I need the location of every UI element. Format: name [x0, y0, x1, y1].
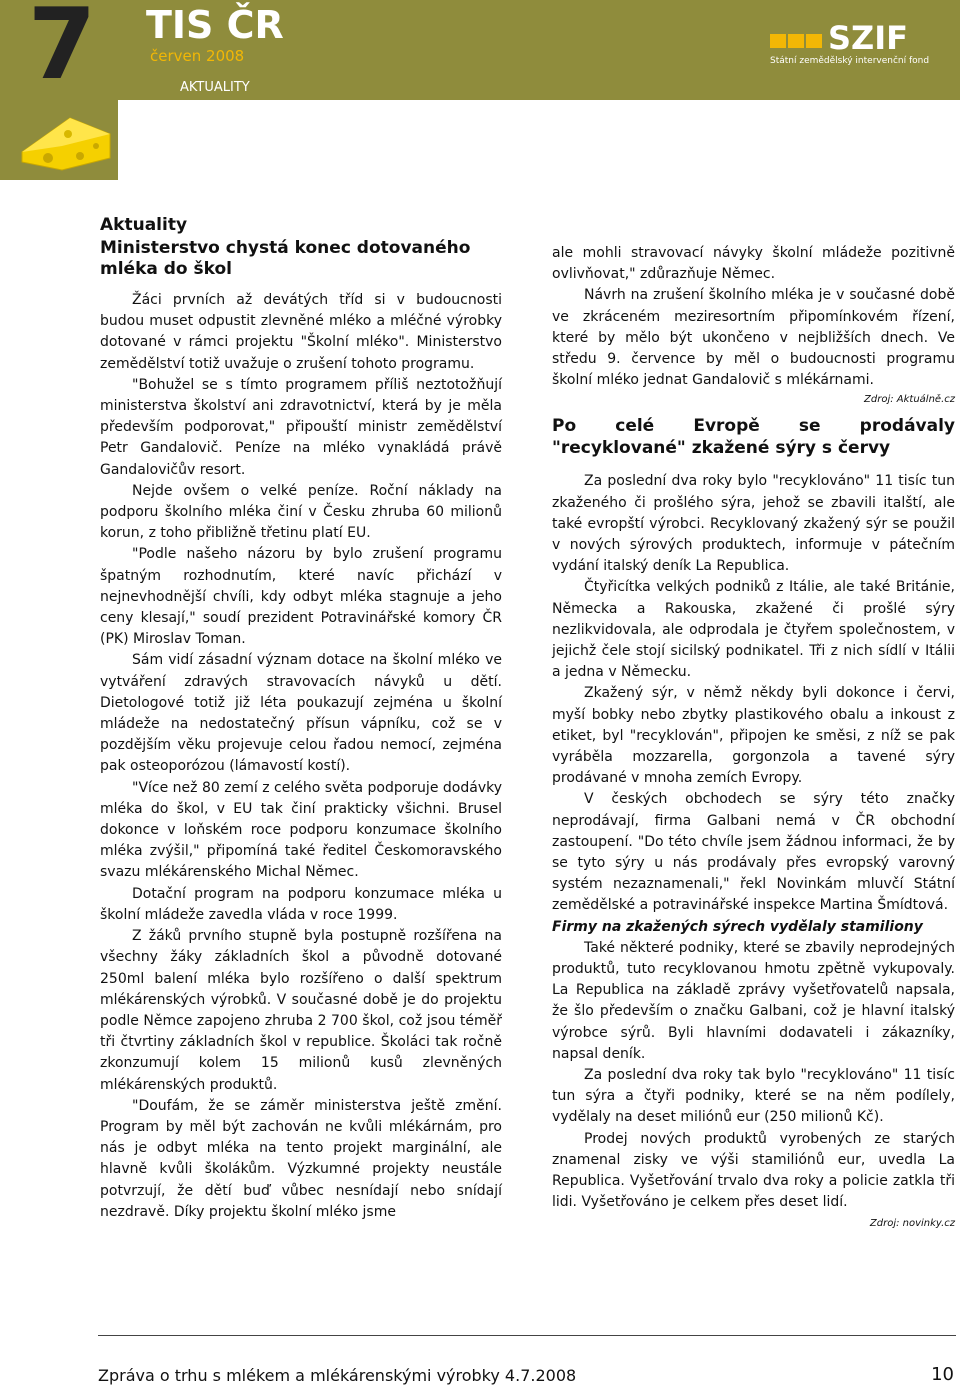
paragraph: Z žáků prvního stupně byla postupně rozšířena na všechny žáky základních škol a původně dotované 250ml balení mléka bylo rozšířeno o další spektrum mlékárenských výrobků. V současné době je do projektu podle Němce zapojeno zhruba 2 700 škol, což jsou téměř tři čtvrtiny základních škol v republice. Školáci tak ročně zkonzumují kolem 15 milionů kusů zlevněných mlékárenských produktů.: [100, 928, 502, 1093]
brand-title: TIS ČR: [146, 3, 284, 47]
paragraph: Dotační program na podporu konzumace mléka u školní mládeže zavedla vláda v roce 1999.: [100, 885, 502, 923]
paragraph: Za poslední dva roky tak bylo "recyklováno" 11 tisíc tun sýra a čtyři podniky, které se na něm podílely, vydělaly na deset miliónů eur (250 milionů Kč).: [552, 1066, 955, 1126]
paragraph: Zkažený sýr, v němž někdy byli dokonce i červi, myší bobky nebo zbytky plastikového obalu a inkoust z etiket, byl "recyklován", připojen ke směsi, z níž se pak vyráběla mozzarella, gorgonzola a tavené sýry prodávané v mnoha zemích Evropy.: [552, 685, 955, 787]
issue-number: 7: [28, 0, 93, 102]
szif-logo-text: SZIF: [828, 19, 909, 57]
paragraph: "Bohužel se s tímto programem příliš neztotožňují ministerstva školství ani zdravotnictví, která by je měla především podporovat," připouští ministr zemědělství Petr Gandalovič. Peníze na mléko vynakládá právě Gandalovičův resort.: [100, 376, 502, 478]
cheese-icon: [18, 112, 114, 172]
subheading: Firmy na zkažených sýrech vydělaly stamiliony: [552, 918, 923, 935]
page-number: 10: [931, 1364, 954, 1385]
page-header: [0, 0, 960, 180]
paragraph: "Podle našeho názoru by bylo zrušení programu špatným rozhodnutím, které navíc přichází v nejnevhodnější chvíli, kdy odbyt mléka stagnuje a jeho ceny klesají," soudí prezident Potravinářské komory ČR (PK) Miroslav Toman.: [100, 546, 502, 648]
szif-logo: [768, 19, 953, 72]
paragraph: "Doufám, že se záměr ministerstva ještě změní. Program by měl být zachován ne kvůli mlékárnám, pro nás je odbyt mléka na tento projekt marginální, ale hlavně kvůli školákům. Výzkumné projekty neustále potvrzují, že dětí buď vůbec nesnídají nebo snídají nezdravě. Díky projektu školní mléko jsme: [100, 1097, 502, 1220]
article-title: Po celé Evropě se prodávaly "recyklované" zkažené sýry s červy: [552, 416, 955, 459]
left-column: [100, 214, 502, 1223]
paragraph: Žáci prvních až devátých tříd si v budoucnosti budou muset odpustit zlevněné mléko a mléčné výrobky dotované v rámci projektu "Školní mléko". Ministerstvo zemědělství totiž uvažuje o zrušení tohoto programu.: [100, 292, 502, 372]
article-title: Ministerstvo chystá konec dotovaného mléka do škol: [100, 238, 471, 279]
paragraph: Prodej nových produktů vyrobených ze starých znamenal zisky ve výši stamiliónů eur, uvedla La Republica. Vyšetřování trvalo dva roky a policie zatkla tři lidi. Vyšetřováno je celkem přes deset lidí.: [552, 1130, 955, 1211]
source-credit: Zdroj: novinky.cz: [869, 1218, 955, 1230]
footer-divider: [98, 1335, 956, 1336]
paragraph: Také některé podniky, které se zbavily neprodejných produktů, tuto recyklovanou hmotu zpětně vykupovaly. La Republica na základě zprávy vyšetřovatelů napsala, že šlo především o značku Galbani, což je hlavní italský výrobce sýrů. Byli hlavními dodavateli i zákazníky, napsal deník.: [552, 939, 955, 1062]
paragraph: Sám vidí zásadní význam dotace na školní mléko ve vytváření zdravých stravovacích návyků u dětí. Dietologové totiž již léta poukazují zejména u školní mládeže na nedostatečný přísun vápníku, což se v pozdějším věku projevuje celou řadou nemocí, zejména pak osteoporózou (lámavostí kostí).: [100, 652, 502, 775]
paragraph: V českých obchodech se sýry této značky neprodávají, firma Galbani nemá v ČR obchodní zastoupení. "Do této chvíle jsem žádnou informaci, že by se tyto sýry u nás prodávaly přes evropský varovný systém nezaznamenali," řekl Novinkám mluvčí Státní zemědělské a potravinářské inspekce Martina Šmídtová.: [552, 791, 955, 914]
source-credit: Zdroj: Aktuálně.cz: [864, 394, 955, 406]
section-label: AKTUALITY: [180, 80, 250, 95]
right-column: [552, 243, 955, 1231]
section-heading: Aktuality: [100, 215, 188, 235]
paragraph: Návrh na zrušení školního mléka je v současné době ve zkráceném meziresortním připomínkovém řízení, které by mělo být ukončeno v nejbližších dnech. Ve středu 9. července by měl o budoucnosti programu školní mléko jednat Gandalovič s mlékárnami.: [552, 287, 955, 389]
paragraph: Čtyřicítka velkých podniků z Itálie, ale také Británie, Německa a Rakouska, zkažené či prošlé sýry nezlikvidovala, ale odprodala je čtyřem společnostem, v jejichž čele stojí sicilský podnikatel. Tři z nich sídlí v Itálii a jedna v Německu.: [552, 579, 955, 681]
paragraph: Za poslední dva roky bylo "recyklováno" 11 tisíc tun zkaženého či prošlého sýra, jehož se zbavili italští, ale také evropští výrobci. Recyklovaný zkažený sýr se použil v nových sýrových produktech, informuje v pátečním vydání italský deník La Republica.: [552, 473, 955, 575]
paragraph: "Více než 80 zemí z celého světa podporuje dodávky mléka do škol, v EU tak činí prakticky všichni. Brusel dokonce v loňském roce podporu konzumace školního mléka zvýšil," připomíná také ředitel Českomoravského svazu mlékárenského Michal Němec.: [100, 779, 502, 881]
footer-title: Zpráva o trhu s mlékem a mlékárenskými výrobky 4.7.2008: [98, 1366, 577, 1385]
szif-logo-subtitle: Státní zemědělský intervenční fond: [770, 56, 930, 66]
szif-logo-mark-icon: [768, 30, 826, 52]
paragraph-continuation: ale mohli stravovací návyky školní mládeže pozitivně ovlivňovat," zdůrazňuje Němec.: [552, 245, 955, 283]
issue-date: červen 2008: [150, 47, 245, 65]
paragraph: Nejde ovšem o velké peníze. Roční náklady na podporu školního mléka činí v Česku zhruba 60 milionů korun, z toho přibližně třetinu platí EU.: [100, 482, 502, 542]
